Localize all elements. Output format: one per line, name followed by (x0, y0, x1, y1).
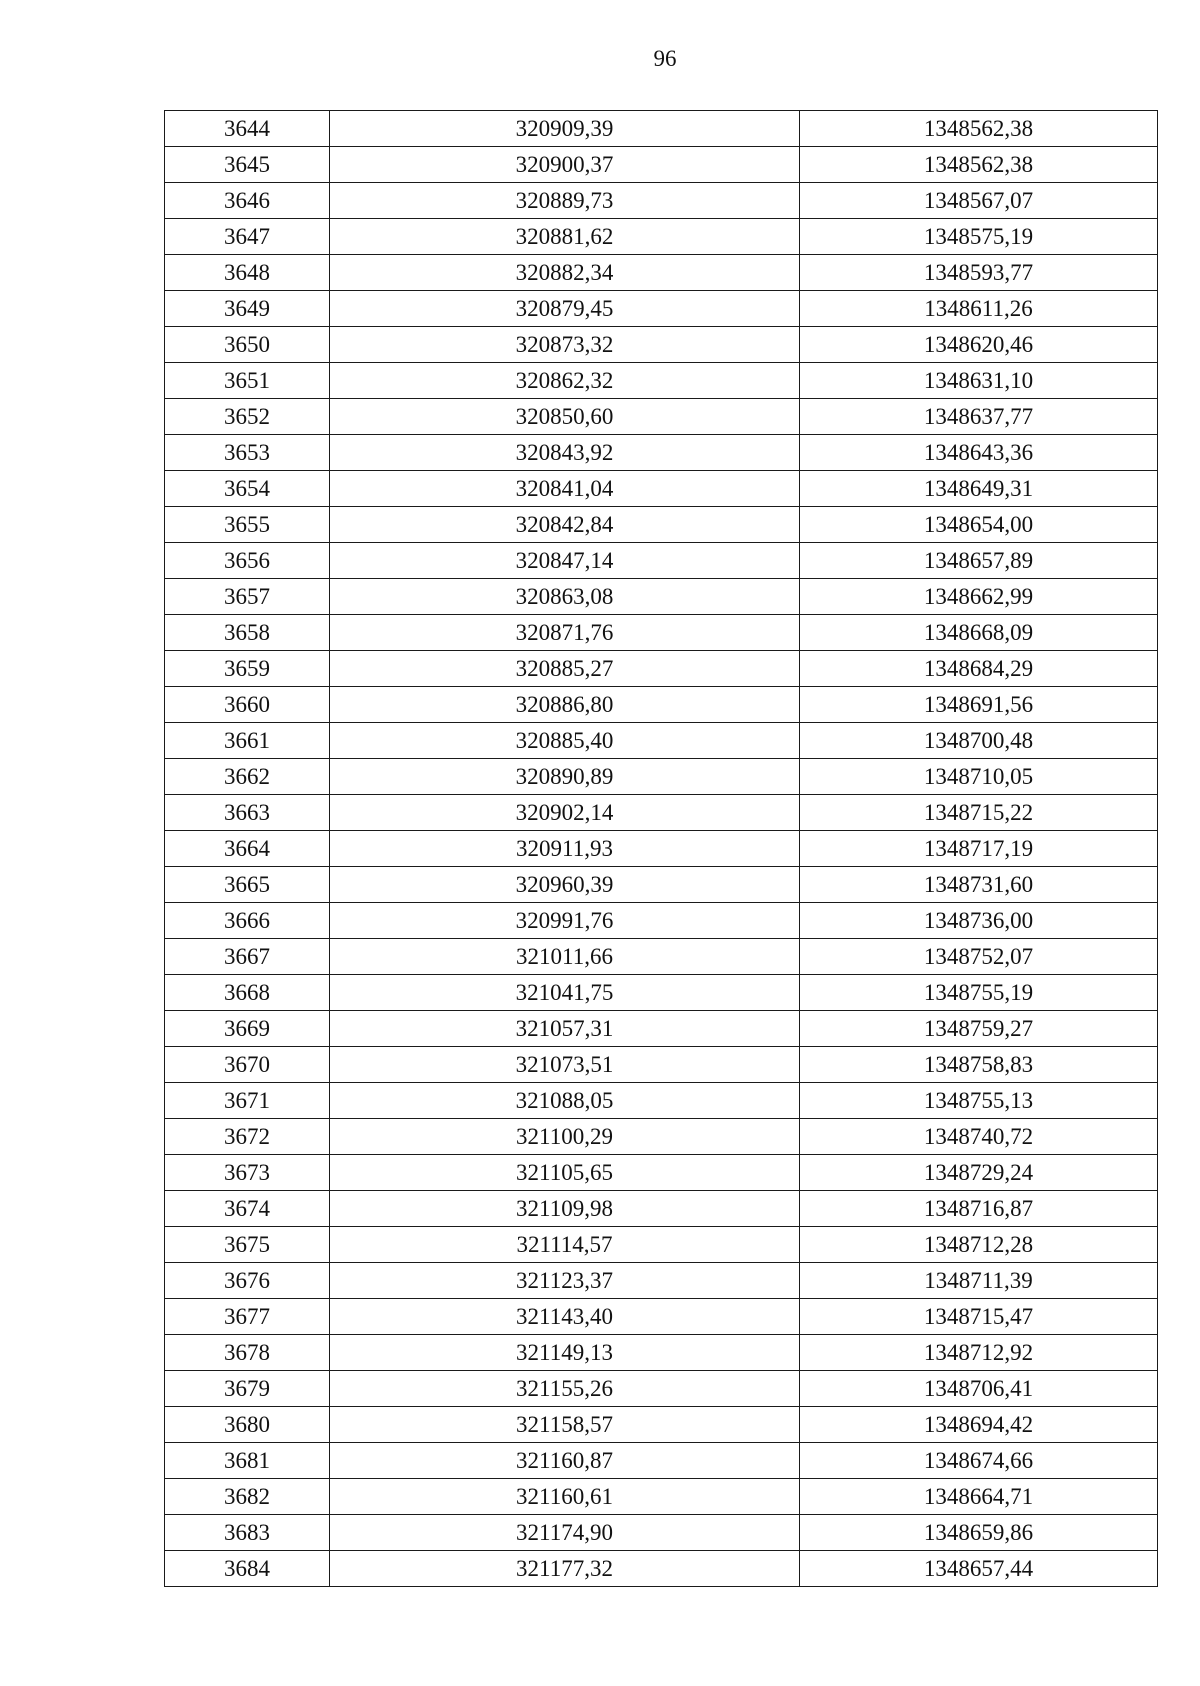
y-coordinate-cell: 1348706,41 (800, 1371, 1158, 1407)
point-number-cell: 3663 (165, 795, 330, 831)
y-coordinate-cell: 1348649,31 (800, 471, 1158, 507)
table-row (165, 1335, 1158, 1371)
point-number-cell: 3644 (165, 111, 330, 147)
point-number-cell: 3678 (165, 1335, 330, 1371)
y-coordinate-cell: 1348740,72 (800, 1119, 1158, 1155)
x-coordinate-cell: 321073,51 (330, 1047, 800, 1083)
x-coordinate-cell: 320886,80 (330, 687, 800, 723)
point-number-cell: 3653 (165, 435, 330, 471)
y-coordinate-cell: 1348731,60 (800, 867, 1158, 903)
table-row (165, 399, 1158, 435)
point-number-cell: 3646 (165, 183, 330, 219)
point-number-cell: 3655 (165, 507, 330, 543)
point-number-cell: 3667 (165, 939, 330, 975)
point-number-cell: 3671 (165, 1083, 330, 1119)
x-coordinate-cell: 320862,32 (330, 363, 800, 399)
point-number-cell: 3677 (165, 1299, 330, 1335)
x-coordinate-cell: 320900,37 (330, 147, 800, 183)
x-coordinate-cell: 321177,32 (330, 1551, 800, 1587)
table-row (165, 1263, 1158, 1299)
table-row (165, 867, 1158, 903)
x-coordinate-cell: 320863,08 (330, 579, 800, 615)
x-coordinate-cell: 320841,04 (330, 471, 800, 507)
table-row (165, 1299, 1158, 1335)
table-row (165, 723, 1158, 759)
y-coordinate-cell: 1348759,27 (800, 1011, 1158, 1047)
point-number-cell: 3668 (165, 975, 330, 1011)
x-coordinate-cell: 320847,14 (330, 543, 800, 579)
table-row (165, 1443, 1158, 1479)
y-coordinate-cell: 1348562,38 (800, 147, 1158, 183)
y-coordinate-cell: 1348631,10 (800, 363, 1158, 399)
x-coordinate-cell: 320842,84 (330, 507, 800, 543)
table-row (165, 903, 1158, 939)
y-coordinate-cell: 1348729,24 (800, 1155, 1158, 1191)
y-coordinate-cell: 1348674,66 (800, 1443, 1158, 1479)
y-coordinate-cell: 1348575,19 (800, 219, 1158, 255)
y-coordinate-cell: 1348691,56 (800, 687, 1158, 723)
table-row (165, 1011, 1158, 1047)
point-number-cell: 3674 (165, 1191, 330, 1227)
x-coordinate-cell: 321155,26 (330, 1371, 800, 1407)
y-coordinate-cell: 1348662,99 (800, 579, 1158, 615)
y-coordinate-cell: 1348700,48 (800, 723, 1158, 759)
table-row (165, 1155, 1158, 1191)
y-coordinate-cell: 1348711,39 (800, 1263, 1158, 1299)
point-number-cell: 3681 (165, 1443, 330, 1479)
table-row (165, 1047, 1158, 1083)
point-number-cell: 3676 (165, 1263, 330, 1299)
x-coordinate-cell: 320843,92 (330, 435, 800, 471)
x-coordinate-cell: 320879,45 (330, 291, 800, 327)
point-number-cell: 3657 (165, 579, 330, 615)
x-coordinate-cell: 320911,93 (330, 831, 800, 867)
table-row (165, 1227, 1158, 1263)
x-coordinate-cell: 320873,32 (330, 327, 800, 363)
point-number-cell: 3654 (165, 471, 330, 507)
y-coordinate-cell: 1348657,44 (800, 1551, 1158, 1587)
x-coordinate-cell: 321105,65 (330, 1155, 800, 1191)
table-row (165, 1479, 1158, 1515)
table-row (165, 1119, 1158, 1155)
y-coordinate-cell: 1348712,92 (800, 1335, 1158, 1371)
table-row (165, 507, 1158, 543)
point-number-cell: 3660 (165, 687, 330, 723)
point-number-cell: 3658 (165, 615, 330, 651)
x-coordinate-cell: 320889,73 (330, 183, 800, 219)
x-coordinate-cell: 321160,87 (330, 1443, 800, 1479)
table-row (165, 615, 1158, 651)
y-coordinate-cell: 1348643,36 (800, 435, 1158, 471)
point-number-cell: 3650 (165, 327, 330, 363)
y-coordinate-cell: 1348755,19 (800, 975, 1158, 1011)
y-coordinate-cell: 1348712,28 (800, 1227, 1158, 1263)
table-body (165, 111, 1158, 1587)
y-coordinate-cell: 1348717,19 (800, 831, 1158, 867)
x-coordinate-cell: 320885,40 (330, 723, 800, 759)
y-coordinate-cell: 1348637,77 (800, 399, 1158, 435)
table-row (165, 183, 1158, 219)
x-coordinate-cell: 321143,40 (330, 1299, 800, 1335)
table-row (165, 795, 1158, 831)
y-coordinate-cell: 1348715,47 (800, 1299, 1158, 1335)
point-number-cell: 3659 (165, 651, 330, 687)
point-number-cell: 3680 (165, 1407, 330, 1443)
x-coordinate-cell: 321041,75 (330, 975, 800, 1011)
x-coordinate-cell: 321149,13 (330, 1335, 800, 1371)
table-row (165, 543, 1158, 579)
x-coordinate-cell: 320909,39 (330, 111, 800, 147)
coordinates-table (164, 110, 1158, 1587)
point-number-cell: 3666 (165, 903, 330, 939)
y-coordinate-cell: 1348755,13 (800, 1083, 1158, 1119)
y-coordinate-cell: 1348716,87 (800, 1191, 1158, 1227)
x-coordinate-cell: 321057,31 (330, 1011, 800, 1047)
point-number-cell: 3656 (165, 543, 330, 579)
point-number-cell: 3670 (165, 1047, 330, 1083)
page-number: 96 (653, 46, 677, 71)
x-coordinate-cell: 321109,98 (330, 1191, 800, 1227)
point-number-cell: 3648 (165, 255, 330, 291)
y-coordinate-cell: 1348593,77 (800, 255, 1158, 291)
table-row (165, 363, 1158, 399)
point-number-cell: 3662 (165, 759, 330, 795)
table-row (165, 651, 1158, 687)
x-coordinate-cell: 320902,14 (330, 795, 800, 831)
point-number-cell: 3683 (165, 1515, 330, 1551)
y-coordinate-cell: 1348715,22 (800, 795, 1158, 831)
point-number-cell: 3652 (165, 399, 330, 435)
point-number-cell: 3672 (165, 1119, 330, 1155)
point-number-cell: 3684 (165, 1551, 330, 1587)
point-number-cell: 3647 (165, 219, 330, 255)
point-number-cell: 3679 (165, 1371, 330, 1407)
x-coordinate-cell: 320871,76 (330, 615, 800, 651)
y-coordinate-cell: 1348752,07 (800, 939, 1158, 975)
x-coordinate-cell: 321158,57 (330, 1407, 800, 1443)
point-number-cell: 3651 (165, 363, 330, 399)
x-coordinate-cell: 320850,60 (330, 399, 800, 435)
table-row (165, 219, 1158, 255)
table-row (165, 111, 1158, 147)
table-row (165, 1191, 1158, 1227)
table-row (165, 759, 1158, 795)
table-row (165, 291, 1158, 327)
table-row (165, 579, 1158, 615)
y-coordinate-cell: 1348654,00 (800, 507, 1158, 543)
table-row (165, 831, 1158, 867)
x-coordinate-cell: 320881,62 (330, 219, 800, 255)
point-number-cell: 3673 (165, 1155, 330, 1191)
x-coordinate-cell: 320885,27 (330, 651, 800, 687)
point-number-cell: 3682 (165, 1479, 330, 1515)
x-coordinate-cell: 321123,37 (330, 1263, 800, 1299)
y-coordinate-cell: 1348657,89 (800, 543, 1158, 579)
table-row (165, 1371, 1158, 1407)
y-coordinate-cell: 1348567,07 (800, 183, 1158, 219)
point-number-cell: 3664 (165, 831, 330, 867)
x-coordinate-cell: 321100,29 (330, 1119, 800, 1155)
x-coordinate-cell: 320991,76 (330, 903, 800, 939)
x-coordinate-cell: 321174,90 (330, 1515, 800, 1551)
y-coordinate-cell: 1348736,00 (800, 903, 1158, 939)
table-row (165, 687, 1158, 723)
point-number-cell: 3645 (165, 147, 330, 183)
y-coordinate-cell: 1348694,42 (800, 1407, 1158, 1443)
y-coordinate-cell: 1348684,29 (800, 651, 1158, 687)
y-coordinate-cell: 1348562,38 (800, 111, 1158, 147)
y-coordinate-cell: 1348611,26 (800, 291, 1158, 327)
point-number-cell: 3669 (165, 1011, 330, 1047)
table-row (165, 255, 1158, 291)
x-coordinate-cell: 321011,66 (330, 939, 800, 975)
y-coordinate-cell: 1348620,46 (800, 327, 1158, 363)
point-number-cell: 3665 (165, 867, 330, 903)
point-number-cell: 3675 (165, 1227, 330, 1263)
point-number-cell: 3649 (165, 291, 330, 327)
y-coordinate-cell: 1348710,05 (800, 759, 1158, 795)
y-coordinate-cell: 1348758,83 (800, 1047, 1158, 1083)
y-coordinate-cell: 1348668,09 (800, 615, 1158, 651)
y-coordinate-cell: 1348659,86 (800, 1515, 1158, 1551)
table-row (165, 147, 1158, 183)
table-row (165, 1407, 1158, 1443)
table-row (165, 435, 1158, 471)
x-coordinate-cell: 321160,61 (330, 1479, 800, 1515)
table-row (165, 1551, 1158, 1587)
table-row (165, 471, 1158, 507)
table-row (165, 975, 1158, 1011)
point-number-cell: 3661 (165, 723, 330, 759)
table-row (165, 327, 1158, 363)
x-coordinate-cell: 320882,34 (330, 255, 800, 291)
x-coordinate-cell: 321114,57 (330, 1227, 800, 1263)
table-row (165, 1083, 1158, 1119)
table-row (165, 1515, 1158, 1551)
y-coordinate-cell: 1348664,71 (800, 1479, 1158, 1515)
x-coordinate-cell: 320890,89 (330, 759, 800, 795)
x-coordinate-cell: 321088,05 (330, 1083, 800, 1119)
table-row (165, 939, 1158, 975)
x-coordinate-cell: 320960,39 (330, 867, 800, 903)
